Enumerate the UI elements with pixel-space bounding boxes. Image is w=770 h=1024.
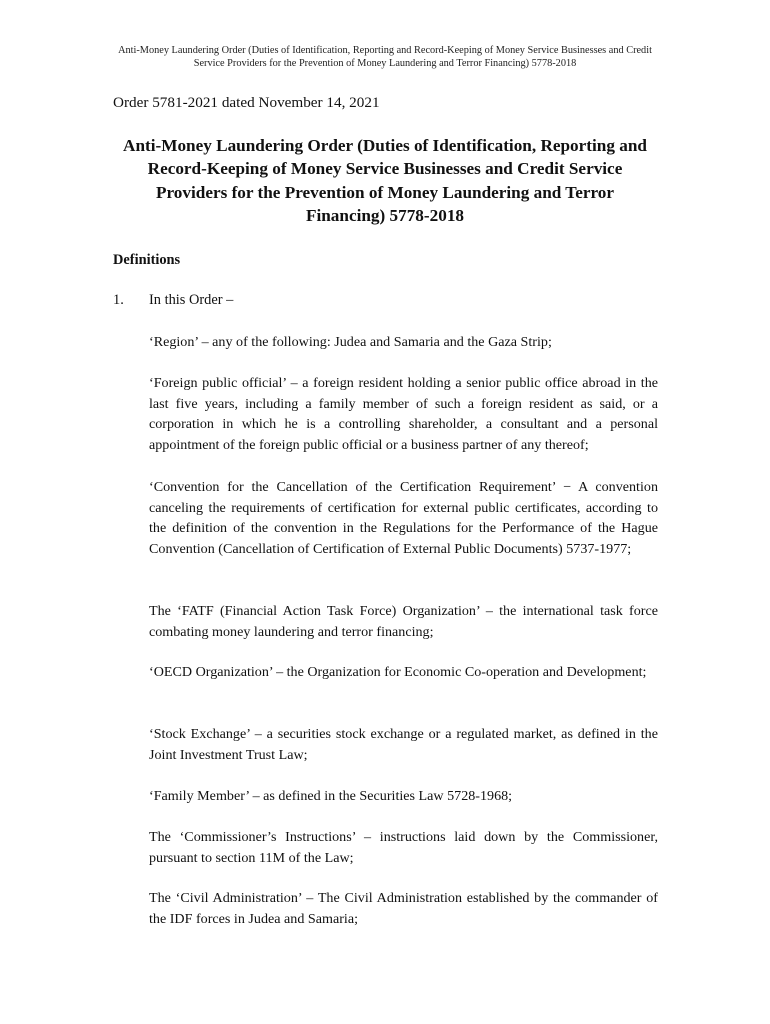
definition-fatf-organization: The ‘FATF (Financial Action Task Force) Organization’ – the international task force combating money laundering and terror financing;: [149, 603, 658, 640]
running-header-line-2: Service Providers for the Prevention of Money Laundering and Terror Financing) 5778-2018: [193, 58, 577, 69]
definition-commissioners-instructions: The ‘Commissioner’s Instructions’ – instructions laid down by the Commissioner, pursuant to section 11M of the Law;: [149, 829, 658, 866]
order-reference: Order 5781-2021 dated November 14, 2021: [113, 94, 380, 111]
running-header-line-1: Anti-Money Laundering Order (Duties of Identification, Reporting and Record-Keeping of Money Service Businesses and Credit: [118, 45, 652, 56]
item-number: 1.: [113, 292, 124, 308]
definition-oecd-organization: ‘OECD Organization’ – the Organization for Economic Co-operation and Development;: [149, 664, 647, 680]
title-line-3: Providers for the Prevention of Money Laundering and Terror: [155, 182, 614, 202]
definition-civil-administration: The ‘Civil Administration’ – The Civil Administration established by the commander of the IDF forces in Judea and Samaria;: [149, 890, 658, 927]
section-heading: Definitions: [113, 252, 181, 268]
title-line-1: Anti-Money Laundering Order (Duties of Identification, Reporting and: [123, 136, 647, 155]
definition-certification-convention: ‘Convention for the Cancellation of the Certification Requirement’ − A convention canceling the requirements of certification for external public certificates, according to the definition of the convention in the Regulations for the Performance of the Hague Convention (Cancellation of Certification of External Public Documents) 5737-1977;: [149, 479, 658, 557]
definition-foreign-public-official: ‘Foreign public official’ – a foreign resident holding a senior public office abroad in the last five years, including a family member of such a foreign resident as said, or a corporation in which he is a controlling shareholder, a consultant and a personal appointment of the foreign public official or a business partner of any thereof;: [149, 375, 658, 453]
definition-stock-exchange: ‘Stock Exchange’ – a securities stock exchange or a regulated market, as defined in the Joint Investment Trust Law;: [149, 726, 658, 763]
document-title: [110, 134, 660, 228]
running-header: [100, 44, 670, 70]
definition-region: ‘Region’ – any of the following: Judea and Samaria and the Gaza Strip;: [149, 334, 552, 350]
title-line-4: Financing) 5778-2018: [305, 206, 465, 226]
item-intro: In this Order –: [149, 292, 234, 308]
title-line-2: Record-Keeping of Money Service Businesses and Credit Service: [147, 159, 623, 179]
definition-family-member: ‘Family Member’ – as defined in the Securities Law 5728-1968;: [149, 788, 513, 804]
